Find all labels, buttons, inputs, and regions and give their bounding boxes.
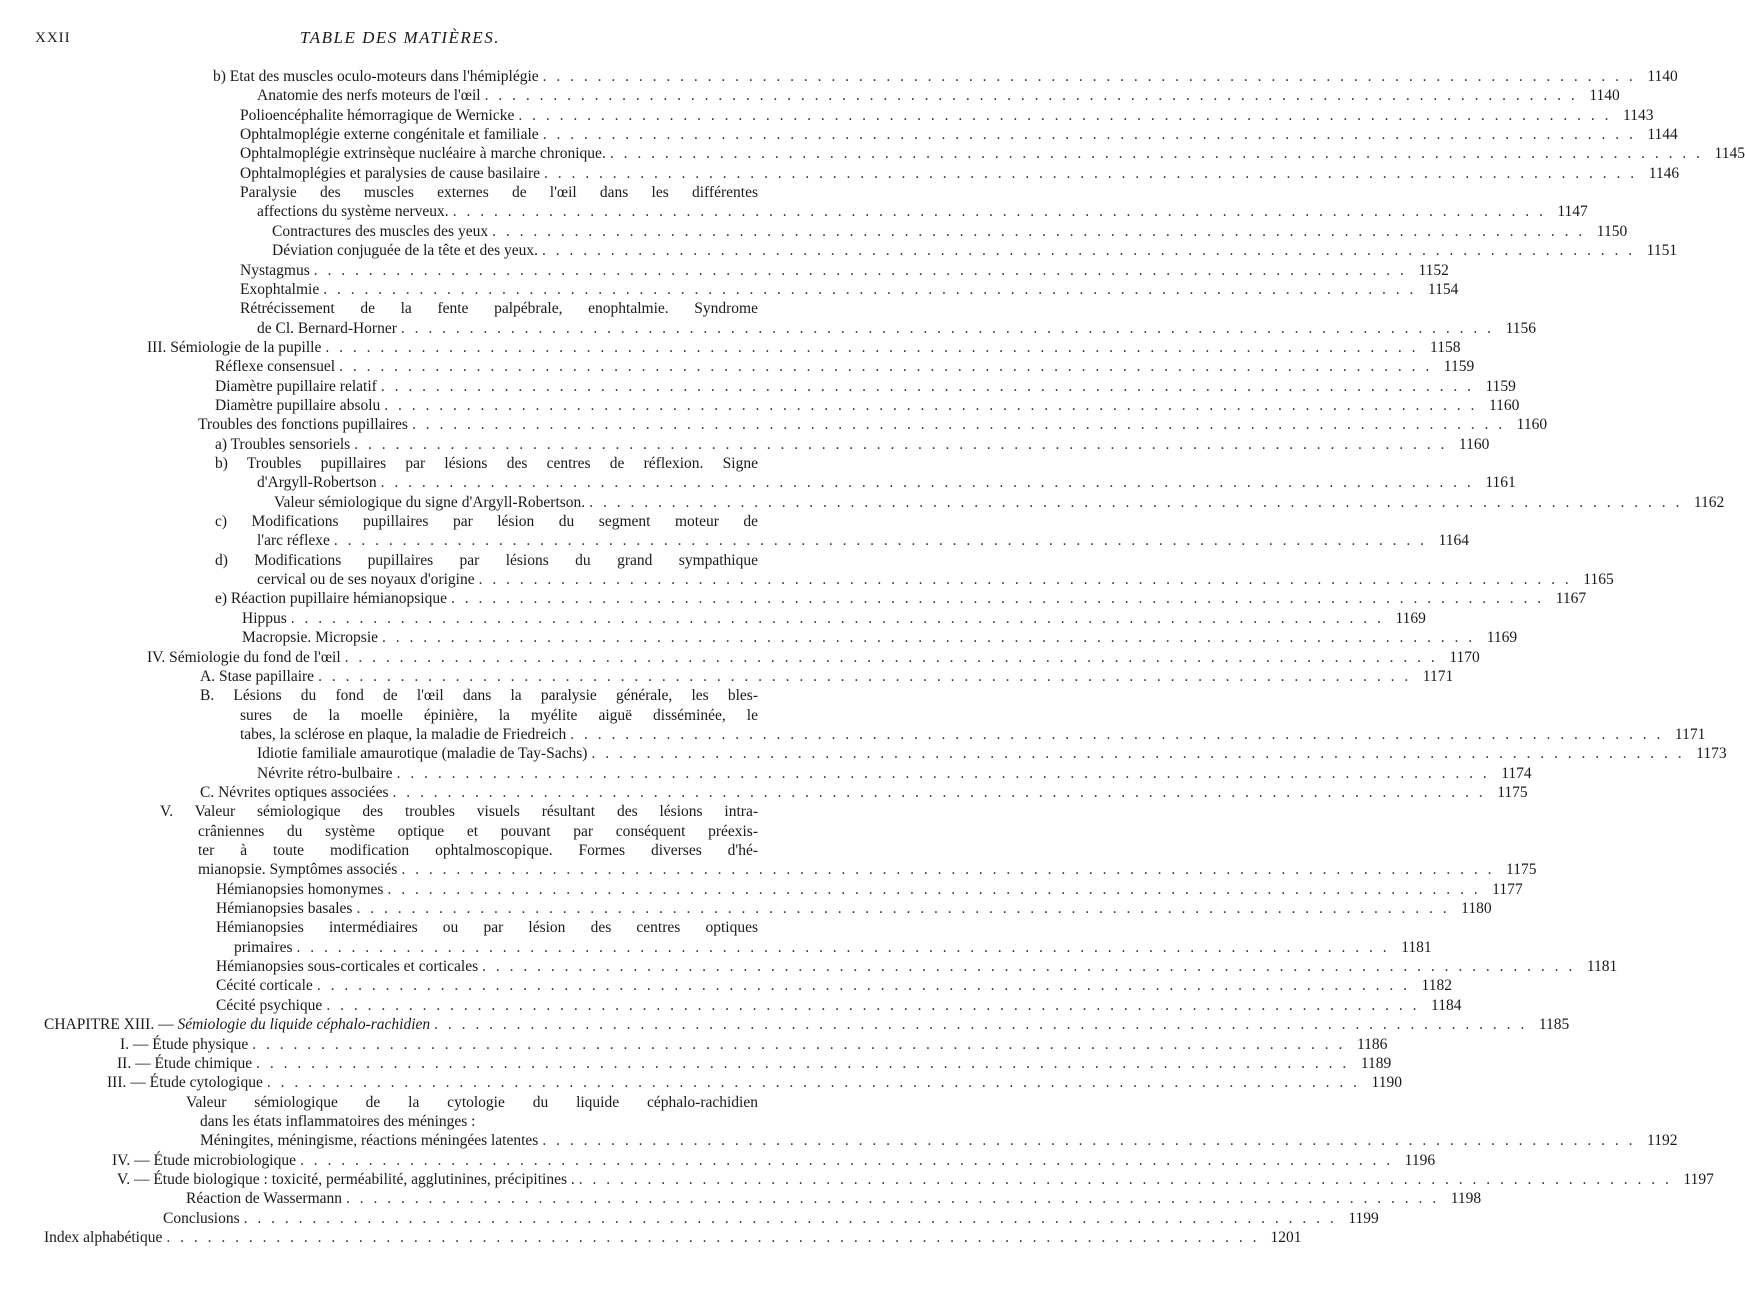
toc-entry <box>257 86 1620 105</box>
toc-entry <box>198 822 758 841</box>
leader-dots: . . . . . . . . . . . . . . . . . . . . . . . . . . . . . . . . . . . . . . . . . . . . . . . . . . . . . . . . . . . . . . . . . . . . . . . . . . . . . . . . <box>570 725 1664 743</box>
toc-page-number: 1171 <box>1422 667 1454 685</box>
toc-page-number: 1197 <box>1683 1170 1714 1188</box>
toc-entry <box>44 1015 1570 1034</box>
leader-dots: . . . . . . . . . . . . . . . . . . . . . . . . . . . . . . . . . . . . . . . . . . . . . . . . . . . . . . . . . . . . . . . . . . . . . . . . . . . . . . . . <box>482 958 1576 976</box>
toc-page-number: 1169 <box>1395 609 1426 627</box>
toc-entry <box>240 280 1459 299</box>
toc-entry <box>240 299 758 318</box>
toc-entry <box>112 1151 1436 1170</box>
toc-page-number: 1170 <box>1449 648 1480 666</box>
toc-entry <box>240 183 758 202</box>
toc-entry <box>198 415 1548 434</box>
toc-entry-label: Valeur sémiologique de la cytologie du liquide céphalo-rachidien <box>186 1093 758 1111</box>
toc-entry-label: Rétrécissement de la fente palpébrale, enophtalmie. Syndrome <box>240 300 758 318</box>
leader-dots: . . . . . . . . . . . . . . . . . . . . . . . . . . . . . . . . . . . . . . . . . . . . . . . . . . . . . . . . . . . . . . . . . . . . . . . . . . . . . . . . <box>318 667 1412 685</box>
toc-entry-label: III. — Étude cytologique <box>107 1074 263 1092</box>
toc-entry <box>186 1189 1482 1208</box>
page-title: TABLE DES MATIÈRES. <box>300 28 500 47</box>
leader-dots: . . . . . . . . . . . . . . . . . . . . . . . . . . . . . . . . . . . . . . . . . . . . . . . . . . . . . . . . . . . . . . . . . . . . . . . . . . . . . . . . <box>313 261 1407 279</box>
toc-page-number: 1143 <box>1623 106 1654 124</box>
toc-entry-label: V. Valeur sémiologique des troubles visuels résultant des lésions intra- <box>160 803 758 821</box>
toc-entry <box>242 628 1518 647</box>
toc-entry-label: Index alphabétique <box>44 1229 163 1246</box>
toc-page-number: 1165 <box>1583 571 1614 589</box>
toc-page-number: 1159 <box>1443 358 1475 376</box>
toc-entry <box>215 377 1516 396</box>
leader-dots: . . . . . . . . . . . . . . . . . . . . . . . . . . . . . . . . . . . . . . . . . . . . . . . . . . . . . . . . . . . . . . . . . . . . . . . . . . . . . . . . <box>400 319 1495 337</box>
toc-entry-label: Ophtalmoplégies et paralysies de cause basilaire <box>240 164 540 182</box>
toc-entry <box>200 1131 1678 1150</box>
toc-entry-label: primaires <box>234 938 293 956</box>
toc-entry <box>200 1112 758 1131</box>
toc-entry-label: Nystagmus <box>240 261 310 279</box>
toc-entry-label: ter à toute modification ophtalmoscopique. Formes diverses d'hé- <box>198 842 758 859</box>
leader-dots: . . . . . . . . . . . . . . . . . . . . . . . . . . . . . . . . . . . . . . . . . . . . . . . . . . . . . . . . . . . . . . . . . . . . . . . . . . . . . . . . <box>256 1054 1350 1072</box>
toc-entry <box>215 589 1587 608</box>
toc-entry <box>216 899 1492 918</box>
toc-entry <box>240 261 1449 280</box>
leader-dots: . . . . . . . . . . . . . . . . . . . . . . . . . . . . . . . . . . . . . . . . . . . . . . . . . . . . . . . . . . . . . . . . . . . . . . . . . . . . . . . . <box>346 1190 1440 1208</box>
toc-entry-label: c) Modifications pupillaires par lésion du segment moteur de <box>215 513 758 531</box>
toc-entry <box>216 976 1452 995</box>
toc-entry <box>44 1228 1302 1247</box>
toc-page-number: 1154 <box>1427 280 1459 298</box>
toc-page-number: 1192 <box>1647 1132 1678 1150</box>
toc-entry <box>200 667 1454 686</box>
toc-entry <box>257 531 1470 550</box>
toc-entry-label: Idiotie familiale amaurotique (maladie de Tay-Sachs) <box>257 745 588 763</box>
toc-entry <box>257 319 1537 338</box>
toc-entry-label: Névrite rétro-bulbaire <box>257 764 393 782</box>
leader-dots: . . . . . . . . . . . . . . . . . . . . . . . . . . . . . . . . . . . . . . . . . . . . . . . . . . . . . . . . . . . . . . . . . . . . . . . . . . . . . . . . <box>544 164 1638 182</box>
toc-entry-label: a) Troubles sensoriels <box>215 435 351 453</box>
leader-dots: . . . . . . . . . . . . . . . . . . . . . . . . . . . . . . . . . . . . . . . . . . . . . . . . . . . . . . . . . . . . . . . . . . . . . . . . . . . . . . . . <box>609 145 1703 163</box>
toc-entry-label: Hémianopsies sous-corticales et corticales <box>216 958 479 976</box>
leader-dots: . . . . . . . . . . . . . . . . . . . . . . . . . . . . . . . . . . . . . . . . . . . . . . . . . . . . . . . . . . . . . . . . . . . . . . . . . . . . . . . . <box>344 648 1438 666</box>
leader-dots: . . . . . . . . . . . . . . . . . . . . . . . . . . . . . . . . . . . . . . . . . . . . . . . . . . . . . . . . . . . . . . . . . . . . . . . . . . . . . . . . <box>401 861 1495 879</box>
toc-page-number: 1160 <box>1516 416 1548 434</box>
leader-dots: . . . . . . . . . . . . . . . . . . . . . . . . . . . . . . . . . . . . . . . . . . . . . . . . . . . . . . . . . . . . . . . . . . . . . . . . . . . . . . . . <box>252 1035 1346 1053</box>
toc-page-number: 1181 <box>1586 958 1618 976</box>
toc-entry-label: IV. Sémiologie du fond de l'œil <box>147 648 341 666</box>
toc-entry <box>240 164 1680 183</box>
toc-page-number: 1169 <box>1486 629 1518 647</box>
leader-dots: . . . . . . . . . . . . . . . . . . . . . . . . . . . . . . . . . . . . . . . . . . . . . . . . . . . . . . . . . . . . . . . . . . . . . . . . . . . . . . . . <box>323 280 1417 298</box>
toc-page-number: 1184 <box>1431 996 1462 1014</box>
toc-entry <box>163 1209 1379 1228</box>
toc-entry-label: II. — Étude chimique <box>117 1054 253 1072</box>
toc-entry-label: Paralysie des muscles externes de l'œil dans les différentes <box>240 184 758 202</box>
leader-dots: . . . . . . . . . . . . . . . . . . . . . . . . . . . . . . . . . . . . . . . . . . . . . . . . . . . . . . . . . . . . . . . . . . . . . . . . . . . . . . . . <box>542 126 1636 144</box>
toc-entry-label: Contractures des muscles des yeux <box>272 222 489 240</box>
toc-entry <box>107 1073 1402 1092</box>
toc-page-number: 1171 <box>1674 725 1706 743</box>
leader-dots: . . . . . . . . . . . . . . . . . . . . . . . . . . . . . . . . . . . . . . . . . . . . . . . . . . . . . . . . . . . . . . . . . . . . . . . . . . . . . . . . <box>478 571 1572 589</box>
toc-entry-label: mianopsie. Symptômes associés <box>198 861 398 879</box>
toc-entry-label: Macropsie. Micropsie <box>242 629 379 647</box>
toc-entry-label: d) Modifications pupillaires par lésions du grand sympathique <box>215 551 758 569</box>
toc-entry <box>215 396 1520 415</box>
leader-dots: . . . . . . . . . . . . . . . . . . . . . . . . . . . . . . . . . . . . . . . . . . . . . . . . . . . . . . . . . . . . . . . . . . . . . . . . . . . . . . . . <box>392 783 1486 801</box>
leader-dots: . . . . . . . . . . . . . . . . . . . . . . . . . . . . . . . . . . . . . . . . . . . . . . . . . . . . . . . . . . . . . . . . . . . . . . . . . . . . . . . . <box>290 609 1384 627</box>
toc-entry <box>213 67 1678 86</box>
toc-entry-label: Diamètre pupillaire relatif <box>215 377 377 395</box>
toc-page-number: 1160 <box>1488 396 1520 414</box>
toc-entry <box>272 241 1678 260</box>
toc-entry-label: Cécité psychique <box>216 996 323 1014</box>
leader-dots: . . . . . . . . . . . . . . . . . . . . . . . . . . . . . . . . . . . . . . . . . . . . . . . . . . . . . . . . . . . . . . . . . . . . . . . . . . . . . . . . <box>452 203 1546 221</box>
toc-page-number: 1162 <box>1693 493 1725 511</box>
toc-entry-label: Valeur sémiologique du signe d'Argyll-Robertson. <box>274 493 586 511</box>
toc-entry-label: crâniennes du système optique et pouvant par conséquent préexis- <box>198 822 758 840</box>
toc-entry-label: CHAPITRE XIII. — Sémiologie du liquide céphalo-rachidien <box>44 1016 431 1034</box>
toc-entry <box>160 802 758 821</box>
toc-entry-label: tabes, la sclérose en plaque, la maladie de Friedreich <box>240 725 567 743</box>
toc-page-number: 1186 <box>1356 1035 1388 1053</box>
leader-dots: . . . . . . . . . . . . . . . . . . . . . . . . . . . . . . . . . . . . . . . . . . . . . . . . . . . . . . . . . . . . . . . . . . . . . . . . . . . . . . . . <box>396 764 1490 782</box>
toc-page-number: 1182 <box>1421 977 1452 995</box>
toc-entry-label: I. — Étude physique <box>120 1035 249 1053</box>
toc-entry <box>216 996 1462 1015</box>
toc-page-number: 1161 <box>1485 474 1516 492</box>
toc-page-number: 1140 <box>1647 68 1678 85</box>
toc-entry-label: Hémianopsies intermédiaires ou par lésion des centres optiques <box>216 919 758 937</box>
leader-dots: . . . . . . . . . . . . . . . . . . . . . . . . . . . . . . . . . . . . . . . . . . . . . . . . . . . . . . . . . . . . . . . . . . . . . . . . . . . . . . . . <box>434 1016 1528 1034</box>
toc-page-number: 1189 <box>1360 1054 1392 1072</box>
toc-entry <box>147 648 1480 667</box>
toc-entry-label: Hémianopsies homonymes <box>216 880 384 898</box>
toc-page-number: 1181 <box>1401 938 1432 956</box>
toc-page-number: 1159 <box>1485 377 1516 395</box>
toc-page-number: 1151 <box>1646 242 1678 260</box>
leader-dots: . . . . . . . . . . . . . . . . . . . . . . . . . . . . . . . . . . . . . . . . . . . . . . . . . . . . . . . . . . . . . . . . . . . . . . . . . . . . . . . . <box>541 242 1636 260</box>
toc-entry-label: Diamètre pupillaire absolu <box>215 396 381 414</box>
leader-dots: . . . . . . . . . . . . . . . . . . . . . . . . . . . . . . . . . . . . . . . . . . . . . . . . . . . . . . . . . . . . . . . . . . . . . . . . . . . . . . . . <box>451 590 1545 608</box>
toc-entry <box>186 1093 758 1112</box>
toc-entry <box>215 551 758 570</box>
toc-page-number: 1198 <box>1450 1190 1482 1208</box>
toc-page-number: 1140 <box>1589 87 1620 105</box>
toc-page-number: 1145 <box>1714 145 1745 163</box>
toc-entry-label: Méningites, méningisme, réactions méningées latentes <box>200 1132 539 1150</box>
leader-dots: . . . . . . . . . . . . . . . . . . . . . . . . . . . . . . . . . . . . . . . . . . . . . . . . . . . . . . . . . . . . . . . . . . . . . . . . . . . . . . . . <box>333 532 1428 550</box>
leader-dots: . . . . . . . . . . . . . . . . . . . . . . . . . . . . . . . . . . . . . . . . . . . . . . . . . . . . . . . . . . . . . . . . . . . . . . . . . . . . . . . . <box>591 745 1685 763</box>
toc-entry <box>215 512 758 531</box>
leader-dots: . . . . . . . . . . . . . . . . . . . . . . . . . . . . . . . . . . . . . . . . . . . . . . . . . . . . . . . . . . . . . . . . . . . . . . . . . . . . . . . . <box>411 416 1506 434</box>
toc-entry-label: Troubles des fonctions pupillaires <box>198 416 408 434</box>
leader-dots: . . . . . . . . . . . . . . . . . . . . . . . . . . . . . . . . . . . . . . . . . . . . . . . . . . . . . . . . . . . . . . . . . . . . . . . . . . . . . . . . <box>384 396 1478 414</box>
toc-page-number: 1152 <box>1418 261 1449 279</box>
toc-page-number: 1190 <box>1371 1074 1402 1092</box>
toc-page-number: 1175 <box>1497 783 1528 801</box>
toc-entry <box>240 106 1654 125</box>
toc-entry-label: Ophtalmoplégie extrinsèque nucléaire à marche chronique. <box>240 145 606 163</box>
toc-page-number: 1146 <box>1648 164 1680 182</box>
toc-entry-label: Déviation conjuguée de la tête et des yeux. <box>272 242 538 260</box>
leader-dots: . . . . . . . . . . . . . . . . . . . . . . . . . . . . . . . . . . . . . . . . . . . . . . . . . . . . . . . . . . . . . . . . . . . . . . . . . . . . . . . . <box>354 435 1448 453</box>
toc-entry <box>200 686 758 705</box>
leader-dots: . . . . . . . . . . . . . . . . . . . . . . . . . . . . . . . . . . . . . . . . . . . . . . . . . . . . . . . . . . . . . . . . . . . . . . . . . . . . . . . . <box>542 1132 1636 1150</box>
toc-page-number: 1185 <box>1538 1016 1570 1034</box>
toc-page-number: 1173 <box>1696 745 1727 763</box>
toc-entry <box>117 1170 1714 1189</box>
leader-dots: . . . . . . . . . . . . . . . . . . . . . . . . . . . . . . . . . . . . . . . . . . . . . . . . . . . . . . . . . . . . . . . . . . . . . . . . . . . . . . . . <box>356 900 1450 918</box>
toc-page-number: 1156 <box>1505 319 1537 337</box>
leader-dots: . . . . . . . . . . . . . . . . . . . . . . . . . . . . . . . . . . . . . . . . . . . . . . . . . . . . . . . . . . . . . . . . . . . . . . . . . . . . . . . . <box>484 87 1578 105</box>
toc-entry <box>257 473 1516 492</box>
toc-entry <box>240 144 1745 163</box>
toc-entry-label: Hippus <box>242 609 287 627</box>
toc-entry <box>257 570 1614 589</box>
toc-entry-label: l'arc réflexe <box>257 532 330 550</box>
toc-entry <box>240 706 758 725</box>
toc-entry-label: de Cl. Bernard-Horner <box>257 319 397 337</box>
toc-entry-label: sures de la moelle épinière, la myélite aiguë disséminée, le <box>240 706 758 724</box>
toc-entry-label: Exophtalmie <box>240 280 320 298</box>
leader-dots: . . . . . . . . . . . . . . . . . . . . . . . . . . . . . . . . . . . . . . . . . . . . . . . . . . . . . . . . . . . . . . . . . . . . . . . . . . . . . . . . <box>299 1151 1394 1169</box>
toc-page-number: 1144 <box>1647 126 1678 144</box>
leader-dots: . . . . . . . . . . . . . . . . . . . . . . . . . . . . . . . . . . . . . . . . . . . . . . . . . . . . . . . . . . . . . . . . . . . . . . . . . . . . . . . . <box>380 474 1474 492</box>
toc-entry <box>215 435 1490 454</box>
toc-entry <box>200 783 1528 802</box>
toc-entry <box>240 125 1678 144</box>
toc-entry-label: Polioencéphalite hémorragique de Wernicke <box>240 106 515 124</box>
leader-dots: . . . . . . . . . . . . . . . . . . . . . . . . . . . . . . . . . . . . . . . . . . . . . . . . . . . . . . . . . . . . . . . . . . . . . . . . . . . . . . . . <box>578 1170 1672 1188</box>
toc-entry <box>216 918 758 937</box>
leader-dots: . . . . . . . . . . . . . . . . . . . . . . . . . . . . . . . . . . . . . . . . . . . . . . . . . . . . . . . . . . . . . . . . . . . . . . . . . . . . . . . . <box>380 377 1474 395</box>
leader-dots: . . . . . . . . . . . . . . . . . . . . . . . . . . . . . . . . . . . . . . . . . . . . . . . . . . . . . . . . . . . . . . . . . . . . . . . . . . . . . . . . <box>166 1229 1260 1246</box>
leader-dots: . . . . . . . . . . . . . . . . . . . . . . . . . . . . . . . . . . . . . . . . . . . . . . . . . . . . . . . . . . . . . . . . . . . . . . . . . . . . . . . . <box>518 106 1612 124</box>
toc-entry <box>215 454 758 473</box>
toc-entry-label: b) Troubles pupillaires par lésions des centres de réflexion. Signe <box>215 455 758 472</box>
toc-entry-label: d'Argyll-Robertson <box>257 474 377 492</box>
toc-page-number: 1199 <box>1348 1209 1379 1227</box>
toc-page-number: 1158 <box>1430 338 1461 356</box>
toc-page-number: 1175 <box>1506 861 1537 879</box>
toc-entry <box>257 202 1588 221</box>
toc-entry <box>216 880 1523 899</box>
toc-entry <box>257 764 1532 783</box>
toc-page-number: 1167 <box>1555 590 1587 608</box>
toc-entry-label: affections du système nerveux. <box>257 203 449 221</box>
toc-entry-label: Hémianopsies basales <box>216 900 353 918</box>
toc-entry <box>240 725 1706 744</box>
toc-entry-label: Réflexe consensuel <box>215 358 336 376</box>
toc-entry-label: IV. — Étude microbiologique <box>112 1151 296 1169</box>
toc-entry-label: cervical ou de ses noyaux d'origine <box>257 571 475 589</box>
leader-dots: . . . . . . . . . . . . . . . . . . . . . . . . . . . . . . . . . . . . . . . . . . . . . . . . . . . . . . . . . . . . . . . . . . . . . . . . . . . . . . . . <box>492 222 1586 240</box>
toc-entry <box>198 860 1537 879</box>
toc-page-number: 1177 <box>1492 880 1523 898</box>
toc-page-number: 1164 <box>1438 532 1470 550</box>
toc-entry <box>147 338 1461 357</box>
toc-entry <box>272 222 1628 241</box>
toc-entry <box>117 1054 1392 1073</box>
leader-dots: . . . . . . . . . . . . . . . . . . . . . . . . . . . . . . . . . . . . . . . . . . . . . . . . . . . . . . . . . . . . . . . . . . . . . . . . . . . . . . . . <box>589 493 1683 511</box>
toc-entry <box>216 957 1618 976</box>
toc-entry-label: V. — Étude biologique : toxicité, perméabilité, agglutinines, précipitines . <box>117 1170 575 1188</box>
toc-page-number: 1147 <box>1557 203 1588 221</box>
toc-entry-label: Conclusions <box>163 1209 240 1227</box>
toc-entry-label: Anatomie des nerfs moteurs de l'œil <box>257 87 481 105</box>
toc-page-number: 1196 <box>1404 1151 1436 1169</box>
toc-entry <box>257 744 1727 763</box>
leader-dots: . . . . . . . . . . . . . . . . . . . . . . . . . . . . . . . . . . . . . . . . . . . . . . . . . . . . . . . . . . . . . . . . . . . . . . . . . . . . . . . . <box>542 68 1636 85</box>
toc-entry <box>120 1035 1388 1054</box>
leader-dots: . . . . . . . . . . . . . . . . . . . . . . . . . . . . . . . . . . . . . . . . . . . . . . . . . . . . . . . . . . . . . . . . . . . . . . . . . . . . . . . . <box>387 880 1481 898</box>
leader-dots: . . . . . . . . . . . . . . . . . . . . . . . . . . . . . . . . . . . . . . . . . . . . . . . . . . . . . . . . . . . . . . . . . . . . . . . . . . . . . . . . <box>339 358 1433 376</box>
page-number: XXII <box>35 30 71 46</box>
toc-page-number: 1180 <box>1461 900 1492 918</box>
toc-page-number: 1160 <box>1458 435 1490 453</box>
toc-entry-label: A. Stase papillaire <box>200 667 315 685</box>
toc-entry-label: Cécité corticale <box>216 977 313 995</box>
toc-entry <box>215 357 1475 376</box>
toc-entry-label: Ophtalmoplégie externe congénitale et familiale <box>240 126 539 144</box>
toc-entry <box>198 841 758 860</box>
toc-entry <box>234 938 1432 957</box>
toc-entry-label: e) Réaction pupillaire hémianopsique <box>215 590 447 608</box>
leader-dots: . . . . . . . . . . . . . . . . . . . . . . . . . . . . . . . . . . . . . . . . . . . . . . . . . . . . . . . . . . . . . . . . . . . . . . . . . . . . . . . . <box>325 338 1419 356</box>
toc-entry <box>274 493 1725 512</box>
leader-dots: . . . . . . . . . . . . . . . . . . . . . . . . . . . . . . . . . . . . . . . . . . . . . . . . . . . . . . . . . . . . . . . . . . . . . . . . . . . . . . . . <box>326 996 1420 1014</box>
leader-dots: . . . . . . . . . . . . . . . . . . . . . . . . . . . . . . . . . . . . . . . . . . . . . . . . . . . . . . . . . . . . . . . . . . . . . . . . . . . . . . . . <box>316 977 1410 995</box>
leader-dots: . . . . . . . . . . . . . . . . . . . . . . . . . . . . . . . . . . . . . . . . . . . . . . . . . . . . . . . . . . . . . . . . . . . . . . . . . . . . . . . . <box>266 1074 1360 1092</box>
toc-entry-label: Réaction de Wassermann <box>186 1190 342 1208</box>
leader-dots: . . . . . . . . . . . . . . . . . . . . . . . . . . . . . . . . . . . . . . . . . . . . . . . . . . . . . . . . . . . . . . . . . . . . . . . . . . . . . . . . <box>243 1209 1337 1227</box>
toc-entry-label: C. Névrites optiques associées <box>200 783 389 801</box>
toc-entry-label: III. Sémiologie de la pupille <box>147 338 322 356</box>
leader-dots: . . . . . . . . . . . . . . . . . . . . . . . . . . . . . . . . . . . . . . . . . . . . . . . . . . . . . . . . . . . . . . . . . . . . . . . . . . . . . . . . <box>296 938 1390 956</box>
toc-entry-label: b) Etat des muscles oculo-moteurs dans l'hémiplégie <box>213 68 539 85</box>
toc-entry <box>242 609 1426 628</box>
toc-page-number: 1174 <box>1501 764 1532 782</box>
toc-entry-label: B. Lésions du fond de l'œil dans la paralysie générale, les bles- <box>200 687 758 705</box>
toc-page-number: 1201 <box>1270 1229 1302 1246</box>
toc-entry-label: dans les états inflammatoires des méninges : <box>200 1112 476 1130</box>
toc-page-number: 1150 <box>1596 222 1628 240</box>
leader-dots: . . . . . . . . . . . . . . . . . . . . . . . . . . . . . . . . . . . . . . . . . . . . . . . . . . . . . . . . . . . . . . . . . . . . . . . . . . . . . . . . <box>382 629 1476 647</box>
